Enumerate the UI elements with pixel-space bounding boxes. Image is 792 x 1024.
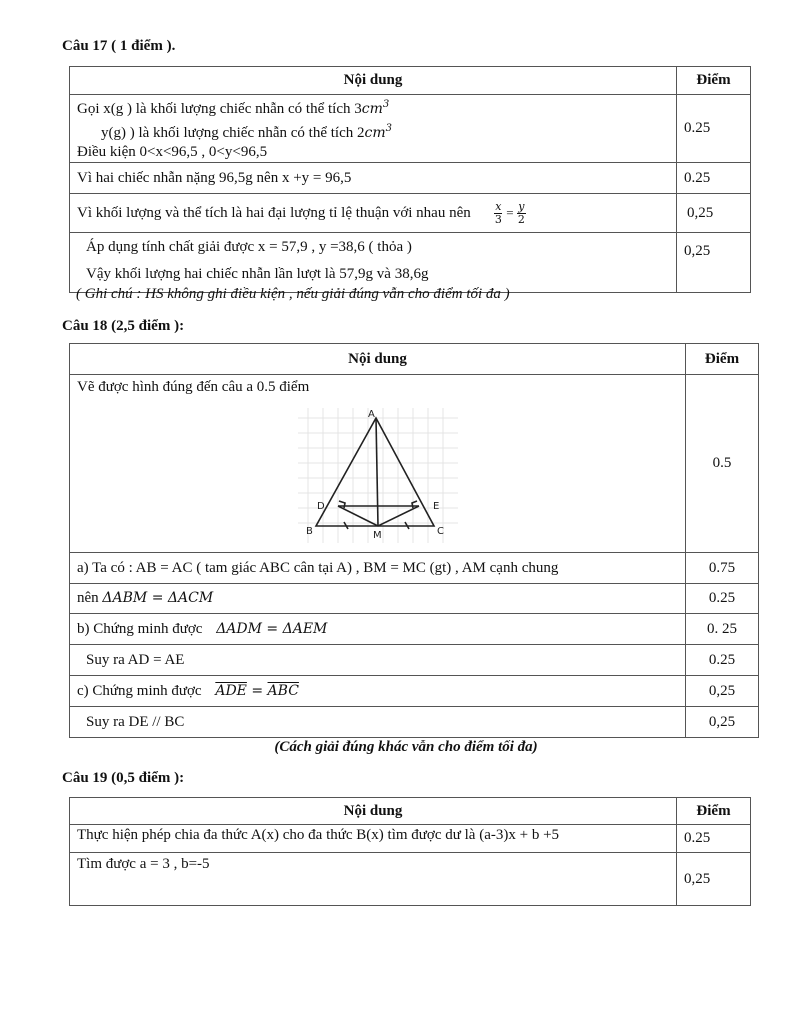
q18-r7-score: 0,25	[686, 707, 759, 738]
q19-col-score: Điểm	[677, 798, 751, 825]
label-d: D	[317, 501, 325, 512]
q19-table	[69, 797, 751, 906]
q18-table	[69, 343, 759, 738]
table-row	[70, 95, 751, 163]
q17-r1-line2: y(g) ) là khối lượng chiếc nhẫn có thể tích 2	[101, 125, 365, 141]
q18-r6-score: 0,25	[686, 676, 759, 707]
label-a: A	[368, 409, 375, 420]
q18-r3-prefix: nên	[77, 590, 103, 606]
table-row	[70, 163, 751, 194]
q17-r4-score: 0,25	[677, 233, 751, 293]
q17-col-score: Điểm	[677, 67, 751, 95]
q18-r4-prefix: b) Chứng minh được	[77, 620, 207, 637]
table-row	[70, 584, 759, 614]
triangle-abc	[316, 418, 434, 526]
q18-r1-score: 0.5	[686, 375, 759, 553]
label-e: E	[433, 501, 440, 512]
unit-cm: cm	[364, 125, 386, 141]
q18-r2-score: 0.75	[686, 553, 759, 584]
table-row	[70, 194, 751, 233]
q18-r4-math: ΔADM = ΔAEM	[216, 620, 328, 637]
q18-r6-angle-abc: $\overline{ABC}$	[267, 682, 299, 699]
unit-exp: 3	[385, 123, 392, 134]
equals-sign: =	[246, 682, 268, 699]
q18-col-content: Nội dung	[70, 344, 686, 375]
unit-exp: 3	[382, 99, 390, 110]
table-row	[70, 707, 759, 738]
q19-heading: Câu 19 (0,5 điểm ):	[62, 770, 185, 786]
q19-r1: Thực hiện phép chia đa thức A(x) cho đa thức B(x) tìm được dư là (a-3)x + b +5	[70, 825, 677, 853]
q17-r2: Vì hai chiếc nhẫn nặng 96,5g nên x +y = 96,5	[70, 163, 677, 194]
segment-am	[376, 418, 378, 526]
q18-r5-score: 0.25	[686, 645, 759, 676]
equals-sign: =	[506, 204, 514, 220]
table-row	[70, 614, 759, 645]
fraction-y-over-2: $\frac{y}{2}$	[517, 199, 525, 226]
q19-r1-score: 0.25	[677, 825, 751, 853]
table-row	[70, 553, 759, 584]
q18-r3-score: 0.25	[686, 584, 759, 614]
q17-r1-line1: Gọi x(g ) là khối lượng chiếc nhẫn có thể tích 3	[77, 101, 362, 117]
q18-heading: Câu 18 (2,5 điểm ):	[62, 318, 185, 334]
q18-r4-score: 0. 25	[686, 614, 759, 645]
q17-note: ( Ghi chú : HS không ghi điều kiện , nếu giải đúng vẫn cho điểm tối đa )	[76, 286, 510, 302]
table-row	[70, 825, 751, 853]
label-c: C	[437, 526, 444, 537]
q17-table	[69, 66, 751, 293]
q17-r4-line2: Vậy khối lượng hai chiếc nhẫn lần lượt là 57,9g và 38,6g	[86, 266, 429, 282]
table-row	[70, 233, 751, 293]
q17-r3-score: 0,25	[677, 194, 751, 233]
q18-r7: Suy ra DE // BC	[70, 707, 686, 738]
table-row	[70, 375, 759, 553]
label-m: M	[373, 530, 382, 541]
q19-r2-score: 0,25	[677, 853, 751, 906]
q17-r4-line1: Áp dụng tính chất giải được x = 57,9 , y =38,6 ( thỏa )	[86, 239, 412, 255]
label-b: B	[306, 526, 313, 537]
q17-col-content: Nội dung	[70, 67, 677, 95]
unit-cm: cm	[361, 101, 383, 117]
q18-r2: a) Ta có : AB = AC ( tam giác ABC cân tại A) , BM = MC (gt) , AM cạnh chung	[70, 553, 686, 584]
q17-r2-score: 0.25	[677, 163, 751, 194]
table-row	[70, 645, 759, 676]
q18-r5: Suy ra AD = AE	[70, 645, 686, 676]
q19-col-content: Nội dung	[70, 798, 677, 825]
q18-r6-angle-ade: $\overline{ADE}$	[215, 682, 247, 699]
q19-r2: Tìm được a = 3 , b=-5	[70, 853, 677, 906]
q17-r1-line3: Điều kiện 0<x<96,5 , 0<y<96,5	[77, 144, 268, 160]
table-row	[70, 853, 751, 906]
q17-r3: Vì khối lượng và thể tích là hai đại lượng tỉ lệ thuận với nhau nên	[77, 204, 471, 221]
fraction-x-over-3: $\frac{x}{3}$	[494, 199, 502, 226]
table-row	[70, 676, 759, 707]
q18-col-score: Điểm	[686, 344, 759, 375]
q17-heading: Câu 17 ( 1 điểm ).	[62, 38, 176, 54]
q18-r6-prefix: c) Chứng minh được	[77, 682, 206, 699]
q18-r1: Vẽ được hình đúng đến câu a 0.5 điểm	[77, 379, 310, 395]
q17-r1-score: 0.25	[677, 95, 751, 163]
q18-r3-math: ΔABM = ΔACM	[102, 590, 214, 606]
triangle-figure	[298, 408, 458, 548]
q18-note: (Cách giải đúng khác vẫn cho điểm tối đa)	[274, 739, 538, 755]
